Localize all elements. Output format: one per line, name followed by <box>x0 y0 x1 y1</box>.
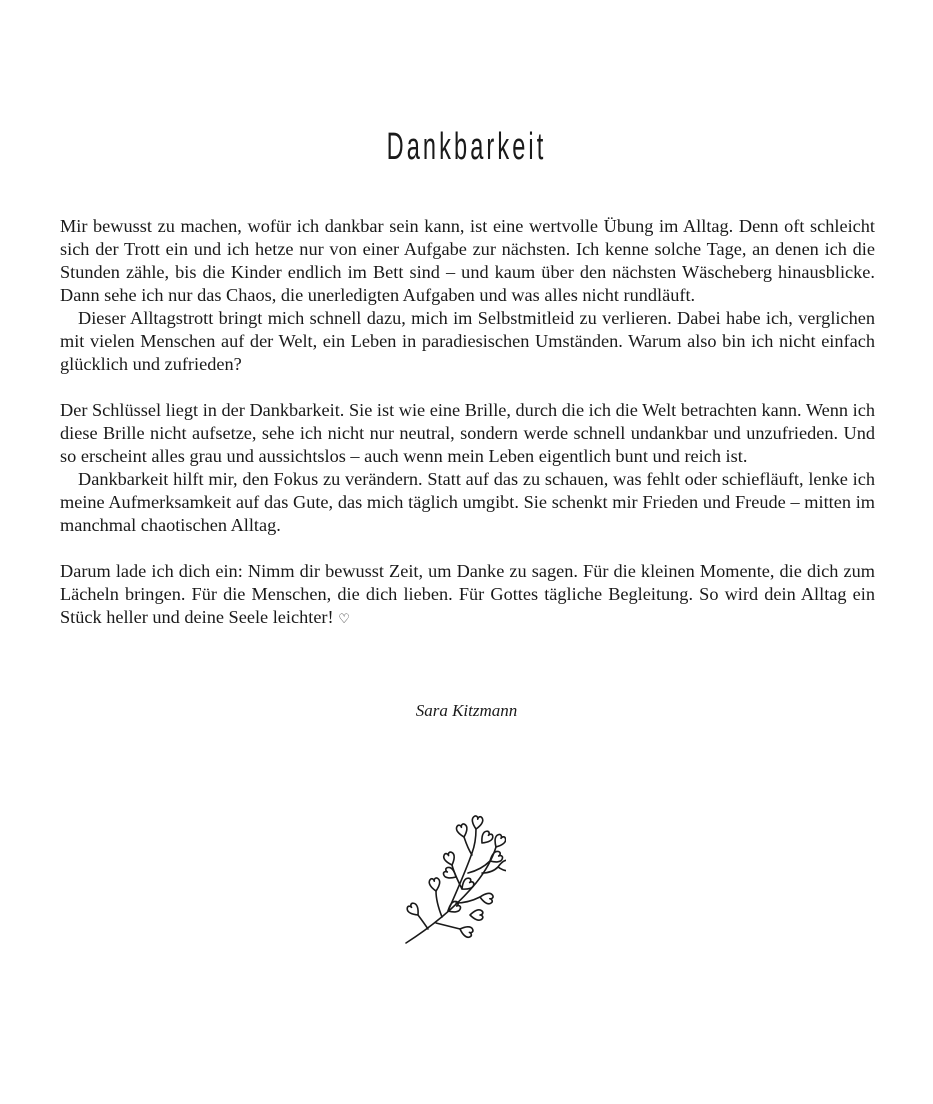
heart-icon: ♡ <box>338 611 350 626</box>
heart-leaf-sprig-icon <box>396 815 506 950</box>
paragraph-1: Mir bewusst zu machen, wofür ich dankbar sein kann, ist eine wertvolle Übung im Alltag. Denn oft schleicht sich der Trott ein und ich hetze nur von einer Aufgabe zur nächsten. Ich kenne solche Tage, an denen ich die Stunden zähle, bis die Kinder endlich im Bett sind – und kaum über den nächsten Wäscheberg hinausblicke. Dann sehe ich nur das Chaos, die unerledigten Aufgaben und was alles nicht rundläuft. <box>60 216 875 305</box>
paragraph-4: Dankbarkeit hilft mir, den Fokus zu verändern. Statt auf das zu schauen, was fehlt oder schiefläuft, lenke ich meine Aufmerksamkeit auf das Gute, das mich täglich umgibt. Sie schenkt mir Frieden und Freude – mitten im manchmal chaotischen Alltag. <box>60 469 875 535</box>
paragraph-3: Der Schlüssel liegt in der Dankbarkeit. Sie ist wie eine Brille, durch die ich die Welt betrachten kann. Wenn ich diese Brille nicht aufsetze, sehe ich nicht nur neutral, sondern werde schnell undankbar und unzufrieden. Und so erscheint alles grau und aussichtslos – auch wenn mein Leben eigentlich bunt und reich ist. <box>60 400 875 466</box>
page-title: Dankbarkeit <box>386 126 547 169</box>
paragraph-2: Dieser Alltagstrott bringt mich schnell dazu, mich im Selbstmitleid zu verlieren. Dabei habe ich, verglichen mit vielen Menschen auf der Welt, ein Leben in paradiesischen Umständen. Warum also bin ich nicht einfach glücklich und zufrieden? <box>60 308 875 374</box>
article-body <box>60 215 875 630</box>
paragraph-5 <box>60 560 875 630</box>
author-signature: Sara Kitzmann <box>415 701 518 720</box>
paragraph-5-text: Darum lade ich dich ein: Nimm dir bewusst Zeit, um Danke zu sagen. Für die kleinen Momente, die dich zum Lächeln bringen. Für die Menschen, die dich lieben. Für Gottes tägliche Begleitung. So wird dein Alltag ein Stück heller und deine Seele leichter! <box>60 561 875 627</box>
